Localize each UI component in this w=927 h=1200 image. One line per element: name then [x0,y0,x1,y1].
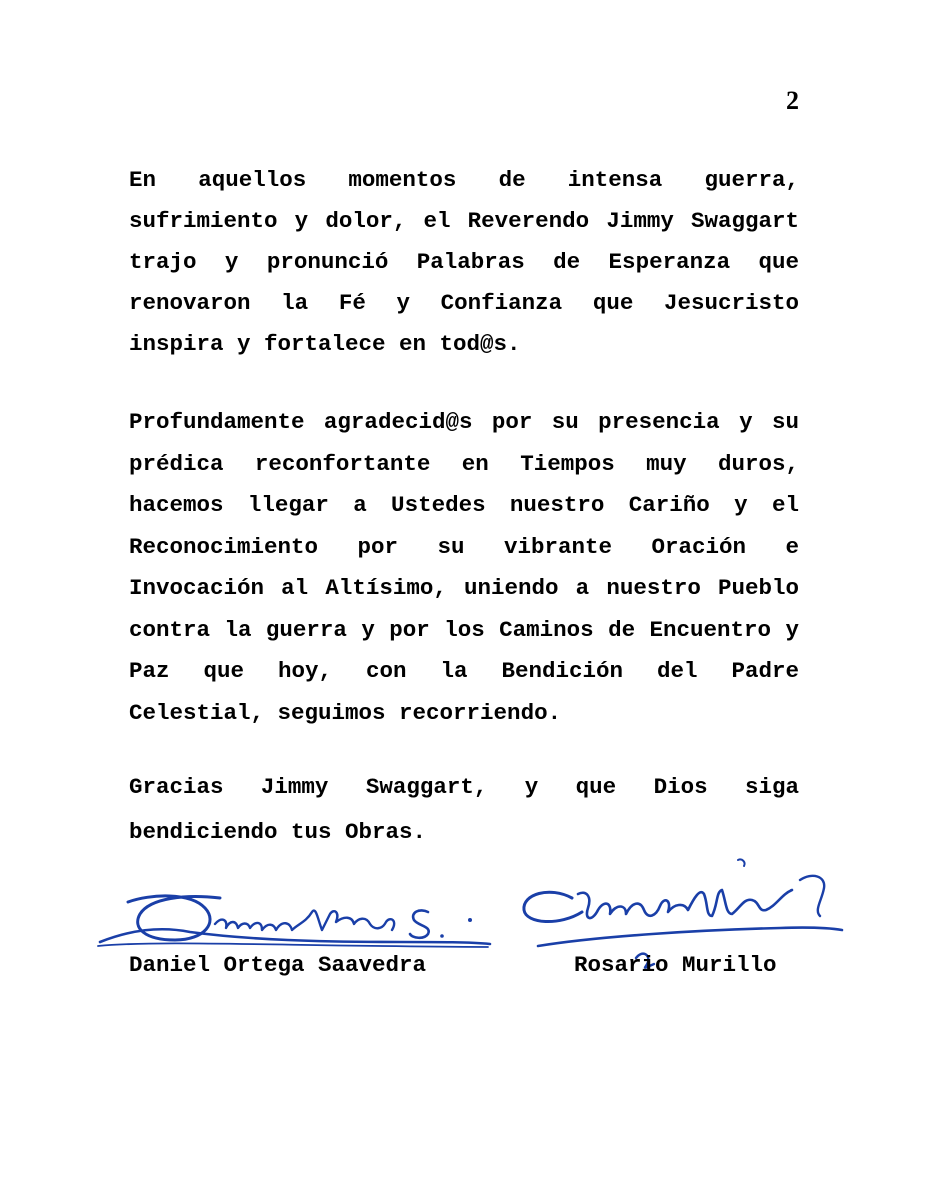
signature-daniel-ortega [98,896,490,947]
signature-block [0,850,927,1000]
signer-name-daniel-ortega: Daniel Ortega Saavedra [129,952,427,978]
letter-paragraph-2: Profundamente agradecid@s por su presencia y su prédica reconfortante en Tiempos muy duros, hacemos llegar a Ustedes nuestro Cariño y el Reconocimiento por su vibrante Oración e Invocación al Altísimo, uniendo a nuestro Pueblo contra la guerra y por los Caminos de Encuentro y Paz que hoy, con la Bendición del Padre Celestial, seguimos recorriendo. [129,409,799,726]
letter-paragraph-1: En aquellos momentos de intensa guerra, sufrimiento y dolor, el Reverendo Jimmy Swaggart trajo y pronunció Palabras de Esperanza que renovaron la Fé y Confianza que Jesucristo inspira y fortalece en tod@s. [129,167,799,357]
page-number: 2 [786,86,799,115]
letter-paragraph-3: Gracias Jimmy Swaggart, y que Dios siga bendiciendo tus Obras. [129,774,799,845]
signer-name-rosario-murillo: Rosario Murillo [574,952,777,978]
